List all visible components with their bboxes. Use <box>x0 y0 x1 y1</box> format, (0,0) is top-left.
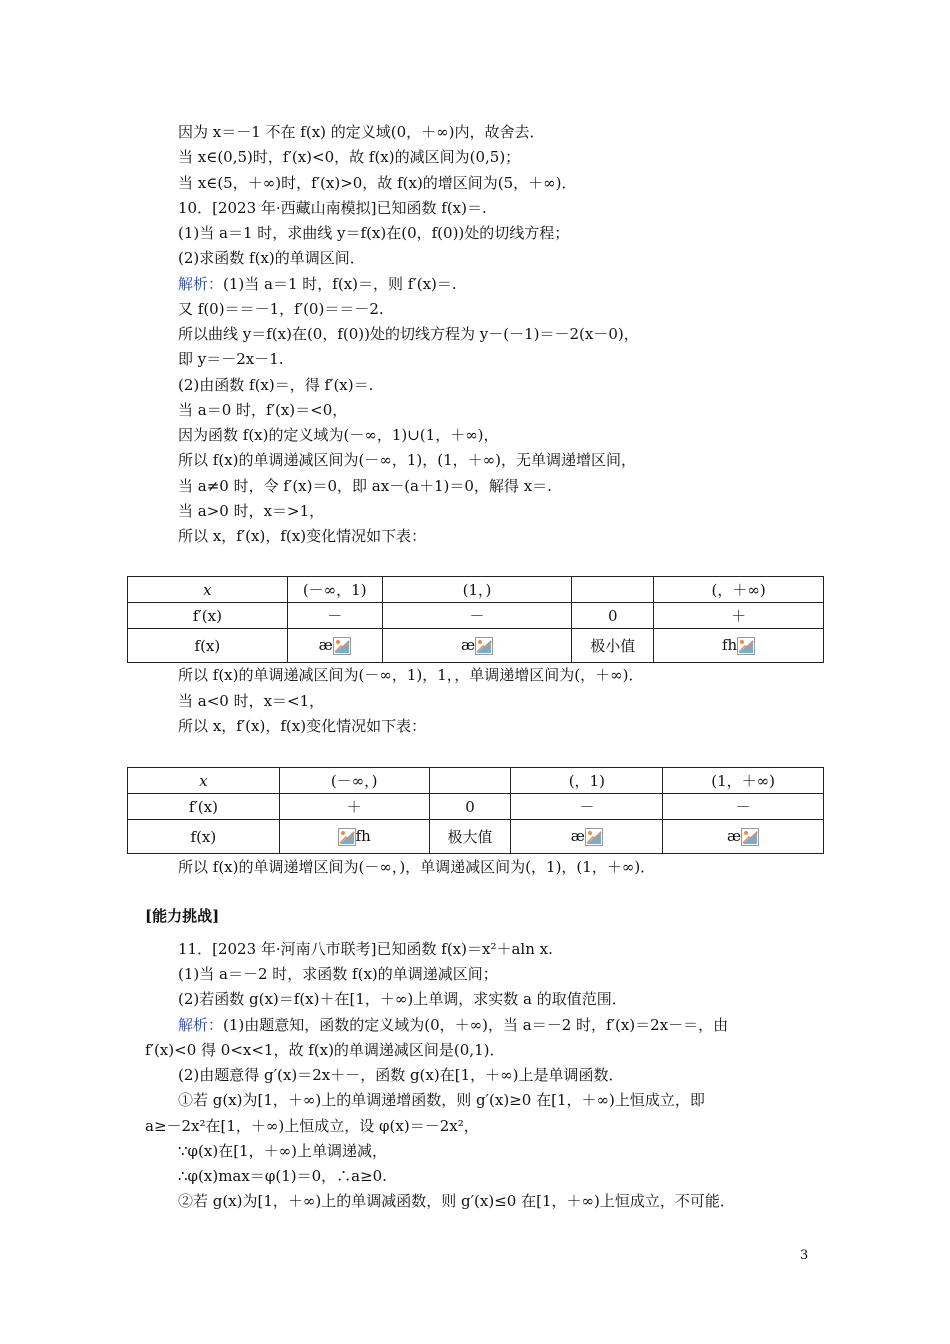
problem-10-title: 10．[2023 年·西藏山南模拟]已知函数 f(x)＝. <box>178 199 487 217</box>
text-line: ∴φ(x)max＝φ(1)＝0，∴a≥0. <box>178 1167 387 1185</box>
text-line: 所以 f(x)的单调递减区间为(－∞，1)，1，，单调递增区间为(，＋∞)． <box>178 666 644 684</box>
text-line: 解析：(1)当 a＝1 时，f(x)＝，则 f′(x)＝. <box>178 275 457 293</box>
table-cell: f(x) <box>128 820 280 854</box>
table-cell: 极大值 <box>429 820 511 854</box>
broken-image-icon <box>741 828 759 846</box>
table-cell: x <box>128 577 288 603</box>
broken-image-icon <box>585 828 603 846</box>
text-line: ①若 g(x)为[1，＋∞)上的单调递增函数，则 g′(x)≥0 在[1，＋∞)上恒成立，即 <box>178 1091 705 1109</box>
text-line: 所以曲线 y＝f(x)在(0，f(0))处的切线方程为 y－(－1)＝－2(x－0)， <box>178 325 639 343</box>
table-cell: － <box>511 794 663 820</box>
jiexi-label: 解析： <box>178 1016 224 1034</box>
table-cell: 极小值 <box>572 629 654 663</box>
text-line: ②若 g(x)为[1，＋∞)上的单调减函数，则 g′(x)≤0 在[1，＋∞)上恒成立，不可能． <box>178 1192 735 1210</box>
table-cell: (，1) <box>511 768 663 794</box>
text-line: (2)若函数 g(x)＝f(x)＋在[1，＋∞)上单调，求实数 a 的取值范围． <box>178 990 627 1008</box>
text-line: 当 x∈(0,5)时，f′(x)<0，故 f(x)的减区间为(0,5)； <box>178 148 521 166</box>
broken-image-icon <box>338 828 356 846</box>
table-cell: (，＋∞) <box>654 577 824 603</box>
table-cell: 0 <box>429 794 511 820</box>
table-cell: (－∞，1) <box>287 577 382 603</box>
table-cell: æ <box>382 629 572 663</box>
text-line: 当 a>0 时，x＝>1， <box>178 502 325 520</box>
text-line: (1)当 a＝－2 时，求函数 f(x)的单调递减区间； <box>178 965 498 983</box>
table-cell: fh <box>654 629 824 663</box>
table-cell: (1，) <box>382 577 572 603</box>
table-cell: 0 <box>572 603 654 629</box>
broken-image-icon <box>737 637 755 655</box>
table-cell: ＋ <box>654 603 824 629</box>
broken-image-icon <box>333 637 351 655</box>
table-cell: x <box>128 768 280 794</box>
text-line: 所以 x，f′(x)，f(x)变化情况如下表： <box>178 717 427 735</box>
page-number: 3 <box>800 1248 809 1263</box>
text-line: 当 x∈(5，＋∞)时，f′(x)>0，故 f(x)的增区间为(5，＋∞)． <box>178 174 577 192</box>
table-cell: æ <box>663 820 824 854</box>
text-line: 所以 f(x)的单调递增区间为(－∞，)，单调递减区间为(，1)，(1，＋∞)． <box>178 858 656 876</box>
table-cell: (1，＋∞) <box>663 768 824 794</box>
text-line: 解析：(1)由题意知，函数的定义域为(0，＋∞)，当 a＝－2 时，f′(x)＝2x－＝，由 <box>178 1016 729 1034</box>
text-line: (1)当 a＝1 时，求曲线 y＝f(x)在(0，f(0))处的切线方程； <box>178 224 570 242</box>
table-cell: f′(x) <box>128 794 280 820</box>
table-cell: æ <box>287 629 382 663</box>
table-cell <box>572 577 654 603</box>
broken-image-icon <box>475 637 493 655</box>
table-cell: (－∞，) <box>279 768 429 794</box>
text-line: a≥－2x²在[1，＋∞)上恒成立，设 φ(x)＝－2x²， <box>145 1117 479 1135</box>
table-cell: æ <box>511 820 663 854</box>
text-line: 因为函数 f(x)的定义域为(－∞，1)∪(1，＋∞)， <box>178 426 499 444</box>
text-line: f′(x)<0 得 0<x<1，故 f(x)的单调递减区间是(0,1)． <box>145 1041 505 1059</box>
table-cell <box>429 768 511 794</box>
table-cell: fh <box>279 820 429 854</box>
jiexi-label: 解析： <box>178 275 224 293</box>
text-line: 所以 x，f′(x)，f(x)变化情况如下表： <box>178 527 427 545</box>
text-line: 所以 f(x)的单调递减区间为(－∞，1)，(1，＋∞)，无单调递增区间， <box>178 451 636 469</box>
section-heading: [能力挑战] <box>145 907 220 925</box>
text-line: 当 a<0 时，x＝<1， <box>178 692 325 710</box>
problem-11-title: 11．[2023 年·河南八市联考]已知函数 f(x)＝x²＋aln x. <box>178 940 553 958</box>
table-cell: f′(x) <box>128 603 288 629</box>
text-line: 当 a≠0 时，令 f′(x)＝0，即 ax－(a＋1)＝0，解得 x＝. <box>178 477 552 495</box>
variation-table-1 <box>127 576 824 663</box>
text-line: (2)求函数 f(x)的单调区间． <box>178 249 365 267</box>
text-line: 当 a＝0 时，f′(x)＝<0， <box>178 401 348 419</box>
text-line: 因为 x＝－1 不在 f(x) 的定义域(0，＋∞)内，故舍去． <box>178 123 545 141</box>
variation-table-2 <box>127 767 824 854</box>
table-cell: － <box>382 603 572 629</box>
text-line: 又 f(0)＝＝－1，f′(0)＝＝－2. <box>178 300 384 318</box>
table-cell: f(x) <box>128 629 288 663</box>
table-cell: － <box>287 603 382 629</box>
text-line: 即 y＝－2x－1. <box>178 350 284 368</box>
text-line: (2)由函数 f(x)＝，得 f′(x)＝. <box>178 376 374 394</box>
table-cell: － <box>663 794 824 820</box>
text-line: (2)由题意得 g′(x)＝2x＋－，函数 g(x)在[1，＋∞)上是单调函数． <box>178 1066 624 1084</box>
text-line: ∵φ(x)在[1，＋∞)上单调递减， <box>178 1142 387 1160</box>
table-cell: ＋ <box>279 794 429 820</box>
